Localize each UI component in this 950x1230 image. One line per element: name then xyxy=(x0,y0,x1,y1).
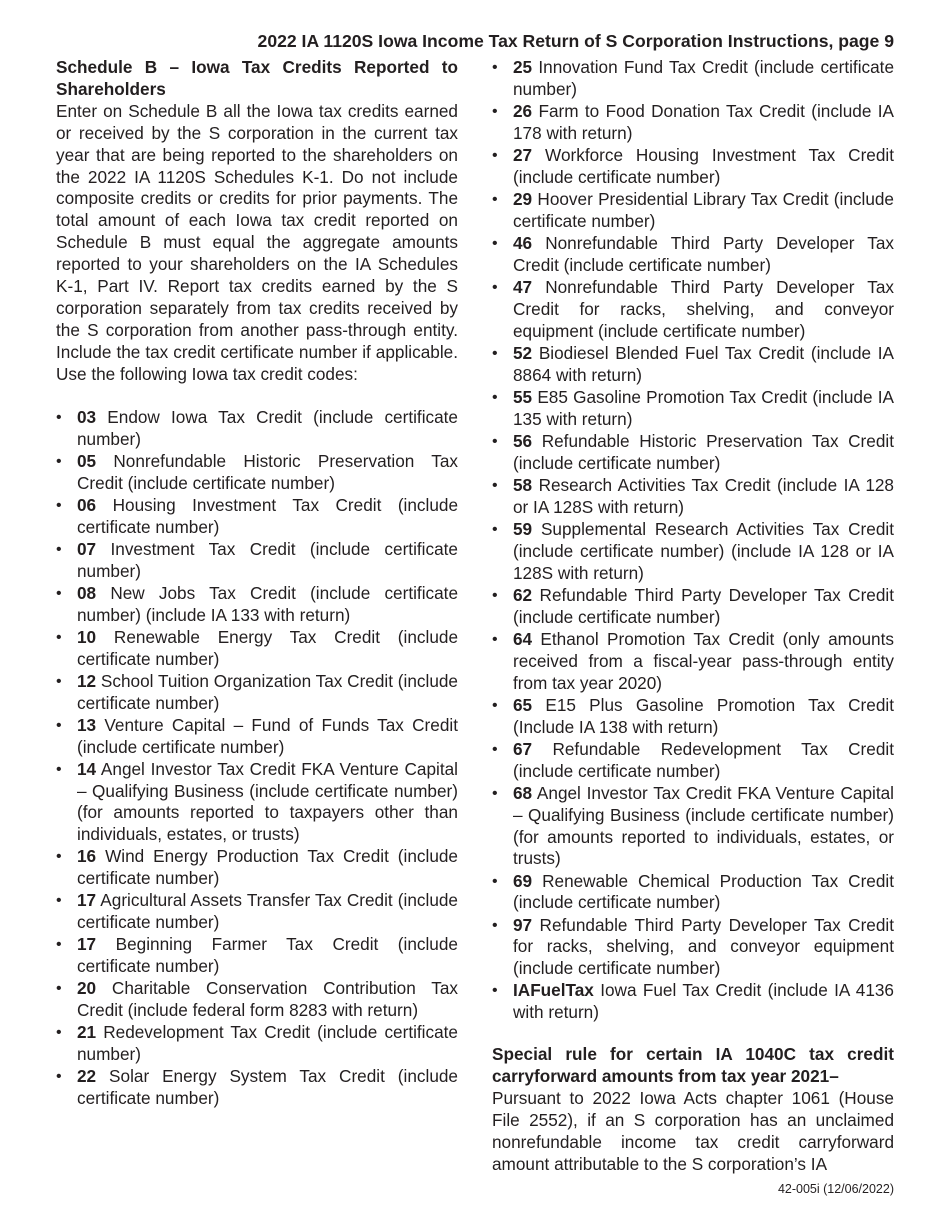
credit-code: 20 xyxy=(77,978,97,999)
bullet-icon: • xyxy=(56,628,62,646)
credit-code-list-left xyxy=(56,407,458,1111)
credit-description: Hoover Presidential Library Tax Credit (include certificate number) xyxy=(513,189,894,231)
credit-code: 08 xyxy=(77,582,97,603)
bullet-icon: • xyxy=(56,716,62,734)
credit-code-item xyxy=(56,846,458,890)
credit-code: 52 xyxy=(513,342,533,363)
credit-code: 67 xyxy=(513,738,533,759)
credit-code-item xyxy=(492,189,894,233)
credit-code-item xyxy=(492,431,894,475)
credit-description: New Jobs Tax Credit (include certificate number) (include IA 133 with return) xyxy=(77,582,458,625)
credit-description: Wind Energy Production Tax Credit (include certificate number) xyxy=(77,846,458,889)
credit-description: E15 Plus Gasoline Promotion Tax Credit (Include IA 138 with return) xyxy=(513,694,894,737)
credit-code: 47 xyxy=(513,277,533,297)
credit-code-item xyxy=(492,145,894,189)
bullet-icon: • xyxy=(492,103,498,120)
bullet-icon: • xyxy=(56,936,62,954)
credit-code: 17 xyxy=(77,934,97,955)
credit-code-item xyxy=(56,1022,458,1066)
special-rule-paragraph xyxy=(492,1044,894,1175)
credit-code-item xyxy=(492,915,894,981)
credit-code-item xyxy=(56,890,458,934)
credit-description: Refundable Third Party Developer Tax Credit (include certificate number) xyxy=(513,584,894,627)
bullet-icon: • xyxy=(56,584,62,602)
credit-code-item xyxy=(492,475,894,519)
bullet-icon: • xyxy=(492,982,498,1000)
credit-code: 12 xyxy=(77,670,97,691)
credit-code: 17 xyxy=(77,890,97,911)
bullet-icon: • xyxy=(56,672,62,690)
credit-code: 10 xyxy=(77,626,97,647)
credit-description: Research Activities Tax Credit (include IA 128 or IA 128S with return) xyxy=(513,474,894,517)
credit-description: Refundable Historic Preservation Tax Credit (include certificate number) xyxy=(513,430,894,473)
bullet-icon: • xyxy=(492,432,498,450)
credit-code: 29 xyxy=(513,189,533,209)
credit-code-item xyxy=(56,978,458,1022)
credit-description: Refundable Redevelopment Tax Credit (include certificate number) xyxy=(513,738,894,781)
credit-description: Redevelopment Tax Credit (include certificate number) xyxy=(77,1022,458,1065)
credit-description: Nonrefundable Historic Preservation Tax Credit (include certificate number) xyxy=(77,450,458,493)
credit-code: 97 xyxy=(513,914,533,935)
section-heading: Schedule B – Iowa Tax Credits Reported to Shareholders xyxy=(56,57,458,99)
credit-code: 22 xyxy=(77,1066,97,1087)
credit-code: 05 xyxy=(77,450,97,471)
credit-code-item xyxy=(492,277,894,343)
credit-code: 07 xyxy=(77,538,97,559)
bullet-icon: • xyxy=(492,784,498,802)
credit-code-item xyxy=(492,783,894,871)
credit-code: IAFuelTax xyxy=(513,980,594,1001)
bullet-icon: • xyxy=(492,520,498,538)
credit-code: 62 xyxy=(513,584,533,605)
bullet-icon: • xyxy=(56,980,62,998)
bullet-icon: • xyxy=(492,630,498,648)
credit-code: 64 xyxy=(513,628,533,649)
credit-code: 56 xyxy=(513,430,533,451)
bullet-icon: • xyxy=(56,496,62,514)
bullet-icon: • xyxy=(492,279,498,296)
credit-description: Nonrefundable Third Party Developer Tax Credit (include certificate number) xyxy=(513,233,894,275)
bullet-icon: • xyxy=(56,1024,62,1042)
credit-description: Renewable Chemical Production Tax Credit (include certificate number) xyxy=(513,870,895,913)
bullet-icon: • xyxy=(492,191,498,208)
credit-code: 46 xyxy=(513,233,533,253)
credit-description: Solar Energy System Tax Credit (include certificate number) xyxy=(77,1066,458,1109)
left-column xyxy=(56,57,458,1110)
special-rule-lead: Special rule for certain IA 1040C tax credit carryforward amounts from tax year 2021– xyxy=(492,1044,894,1087)
credit-description: Investment Tax Credit (include certificate number) xyxy=(77,538,458,581)
bullet-icon: • xyxy=(492,147,498,164)
credit-description: Refundable Third Party Developer Tax Credit for racks, shelving, and conveyor equipment (include certificate number) xyxy=(513,914,894,979)
credit-description: Endow Iowa Tax Credit (include certificate number) xyxy=(77,406,458,449)
credit-code: 25 xyxy=(513,57,533,77)
credit-code-item xyxy=(56,1066,458,1110)
credit-code-item xyxy=(56,539,458,583)
credit-description: Charitable Conservation Contribution Tax Credit (include federal form 8283 with return) xyxy=(77,978,458,1021)
credit-code: 13 xyxy=(77,714,97,735)
credit-code-item xyxy=(492,233,894,277)
credit-description: Biodiesel Blended Fuel Tax Credit (include IA 8864 with return) xyxy=(513,342,894,385)
credit-code-item xyxy=(492,387,894,431)
bullet-icon: • xyxy=(492,344,498,362)
credit-code-item xyxy=(56,451,458,495)
credit-code-item xyxy=(492,101,894,145)
credit-code: 03 xyxy=(77,406,97,427)
credit-code-item xyxy=(56,407,458,451)
bullet-icon: • xyxy=(492,916,498,934)
credit-code-item xyxy=(56,495,458,539)
credit-code: 27 xyxy=(513,145,533,165)
credit-code-item xyxy=(56,759,458,847)
credit-code: 68 xyxy=(513,782,533,803)
credit-description: Agricultural Assets Transfer Tax Credit (include certificate number) xyxy=(77,890,458,933)
credit-description: Workforce Housing Investment Tax Credit (include certificate number) xyxy=(513,145,895,187)
credit-description: Supplemental Research Activities Tax Credit (include certificate number) (include IA 128 or IA 128S with return) xyxy=(513,518,894,583)
bullet-icon: • xyxy=(56,1068,62,1086)
bullet-icon: • xyxy=(492,235,498,252)
credit-code: 21 xyxy=(77,1022,97,1043)
bullet-icon: • xyxy=(492,872,498,890)
credit-code-item xyxy=(492,695,894,739)
bullet-icon: • xyxy=(56,408,62,426)
credit-description: Venture Capital – Fund of Funds Tax Credit (include certificate number) xyxy=(77,714,458,757)
credit-code: 58 xyxy=(513,474,533,495)
bullet-icon: • xyxy=(56,452,62,470)
right-column xyxy=(492,57,894,1193)
bullet-icon: • xyxy=(492,586,498,604)
credit-code: 69 xyxy=(513,870,533,891)
credit-code-item xyxy=(492,629,894,695)
credit-description: School Tuition Organization Tax Credit (include certificate number) xyxy=(77,670,458,713)
credit-description: Iowa Fuel Tax Credit (include IA 4136 with return) xyxy=(513,980,894,1023)
credit-description: Angel Investor Tax Credit FKA Venture Capital – Qualifying Business (include certificate number) (for amounts reported to taxpayers other than individuals, estates, or trusts) xyxy=(77,758,458,845)
credit-code: 65 xyxy=(513,694,533,715)
credit-code-item xyxy=(492,871,894,915)
page-header: 2022 IA 1120S Iowa Income Tax Return of S Corporation Instructions, page 9 xyxy=(257,31,894,51)
bullet-icon: • xyxy=(56,760,62,778)
credit-description: Farm to Food Donation Tax Credit (include IA 178 with return) xyxy=(513,101,894,143)
bullet-icon: • xyxy=(492,740,498,758)
bullet-icon: • xyxy=(56,540,62,558)
bullet-icon: • xyxy=(492,696,498,714)
credit-code-item xyxy=(56,671,458,715)
credit-code-item xyxy=(56,627,458,671)
credit-description: Housing Investment Tax Credit (include certificate number) xyxy=(77,494,459,537)
bullet-icon: • xyxy=(492,476,498,494)
credit-code: 16 xyxy=(77,846,97,867)
bullet-icon: • xyxy=(56,848,62,866)
credit-description: E85 Gasoline Promotion Tax Credit (include IA 135 with return) xyxy=(513,386,894,429)
credit-code: 14 xyxy=(77,758,97,779)
credit-description: Ethanol Promotion Tax Credit (only amounts received from a fiscal-year pass-through entity from tax year 2020) xyxy=(513,628,894,693)
credit-code-item xyxy=(56,934,458,978)
credit-code-item xyxy=(492,585,894,629)
credit-code-list-right xyxy=(492,57,894,1024)
credit-code-item xyxy=(492,519,894,585)
credit-code-item xyxy=(492,343,894,387)
credit-code: 26 xyxy=(513,101,533,121)
bullet-icon: • xyxy=(492,59,498,76)
credit-description: Angel Investor Tax Credit FKA Venture Capital – Qualifying Business (include certificate number) (for amounts reported to individuals, estates, or trusts) xyxy=(513,782,894,869)
intro-paragraph: Enter on Schedule B all the Iowa tax credits earned or received by the S corporation in the current tax year that are being reported to the shareholders on the 2022 IA 1120S Schedules K-1. Do not include composite credits or credits for prior payments. The total amount of each Iowa tax credit reported on Schedule B must equal the aggregate amounts reported to your shareholders on the IA Schedules K-1, Part IV. Report tax credits earned by the S corporation separately from tax credits received by the S corporation from another pass-through entity. Include the tax credit certificate number if applicable. Use the following Iowa tax credit codes: xyxy=(56,100,458,384)
credit-description: Beginning Farmer Tax Credit (include certificate number) xyxy=(77,934,458,977)
credit-code-item xyxy=(56,583,458,627)
special-rule-text: Pursuant to 2022 Iowa Acts chapter 1061 (House File 2552), if an S corporation has an unclaimed nonrefundable income tax credit carryforward amount attributable to the S corporation’s IA xyxy=(492,1088,894,1174)
credit-code-item xyxy=(492,57,894,101)
credit-code-item xyxy=(56,715,458,759)
credit-code-item xyxy=(492,980,894,1024)
credit-description: Innovation Fund Tax Credit (include certificate number) xyxy=(513,57,895,99)
bullet-icon: • xyxy=(56,892,62,910)
credit-code: 59 xyxy=(513,518,533,539)
credit-code: 55 xyxy=(513,386,533,407)
credit-code: 06 xyxy=(77,494,97,515)
form-code-footer: 42-005i (12/06/2022) xyxy=(777,1182,894,1196)
credit-description: Renewable Energy Tax Credit (include certificate number) xyxy=(77,626,458,669)
credit-description: Nonrefundable Third Party Developer Tax Credit for racks, shelving, and conveyor equipment (include certificate number) xyxy=(513,277,894,341)
credit-code-item xyxy=(492,739,894,783)
bullet-icon: • xyxy=(492,388,498,406)
